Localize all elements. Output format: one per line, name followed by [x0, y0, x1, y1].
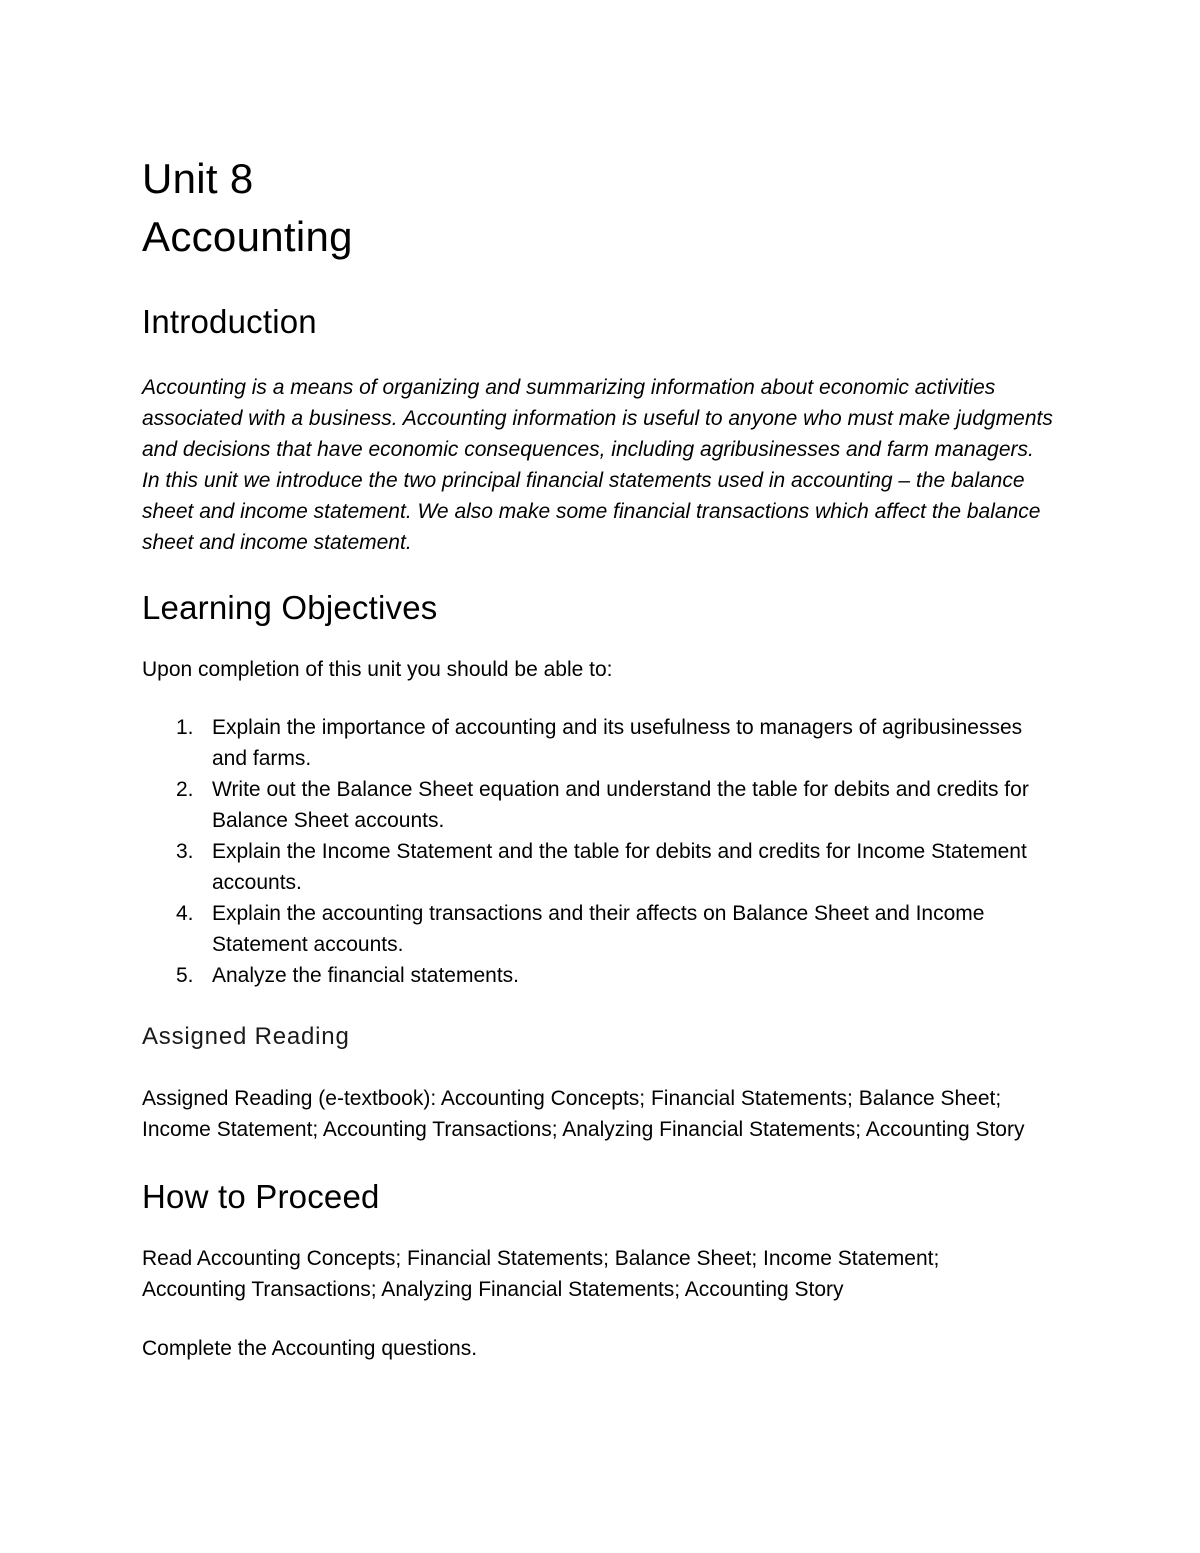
unit-title: Accounting [142, 213, 353, 260]
introduction-heading: Introduction [142, 303, 317, 340]
list-item: 3. Explain the Income Statement and the table for debits and credits for Income Statement accounts. [176, 840, 1027, 894]
list-item: 5. Analyze the financial statements. [176, 964, 520, 987]
how-to-proceed-read-text: Read Accounting Concepts; Financial Statements; Balance Sheet; Income Statement; Accounting Transactions; Analyzing Financial Statements; Accounting Story [142, 1247, 940, 1301]
assigned-reading-heading: Assigned Reading [142, 1023, 350, 1050]
list-item: 4. Explain the accounting transactions and their affects on Balance Sheet and Income Statement accounts. [176, 902, 985, 956]
list-item: 2. Write out the Balance Sheet equation and understand the table for debits and credits for Balance Sheet accounts. [176, 778, 1029, 832]
list-item: 1. Explain the importance of accounting and its usefulness to managers of agribusinesses and farms. [176, 716, 1023, 770]
assigned-reading-text: Assigned Reading (e-textbook): Accounting Concepts; Financial Statements; Balance Sheet; Income Statement; Accounting Transactions; Analyzing Financial Statements; Accounting Story [142, 1087, 1025, 1141]
learning-objectives-heading: Learning Objectives [142, 589, 438, 626]
document-page [142, 150, 1062, 1364]
introduction-text: Accounting is a means of organizing and summarizing information about economic activities associated with a business. Accounting information is useful to anyone who must make judgments and decisions that have economic consequences, including agribusinesses and farm managers. In this unit we introduce the two principal financial statements used in accounting – the balance sheet and income statement. We also make some financial transactions which affect the balance sheet and income statement. [142, 376, 1053, 554]
how-to-proceed-complete-text: Complete the Accounting questions. [142, 1337, 478, 1360]
learning-objectives-lead: Upon completion of this unit you should be able to: [142, 658, 613, 681]
how-to-proceed-heading: How to Proceed [142, 1178, 380, 1215]
learning-objectives-list [142, 712, 1032, 991]
unit-number: Unit 8 [142, 155, 254, 202]
